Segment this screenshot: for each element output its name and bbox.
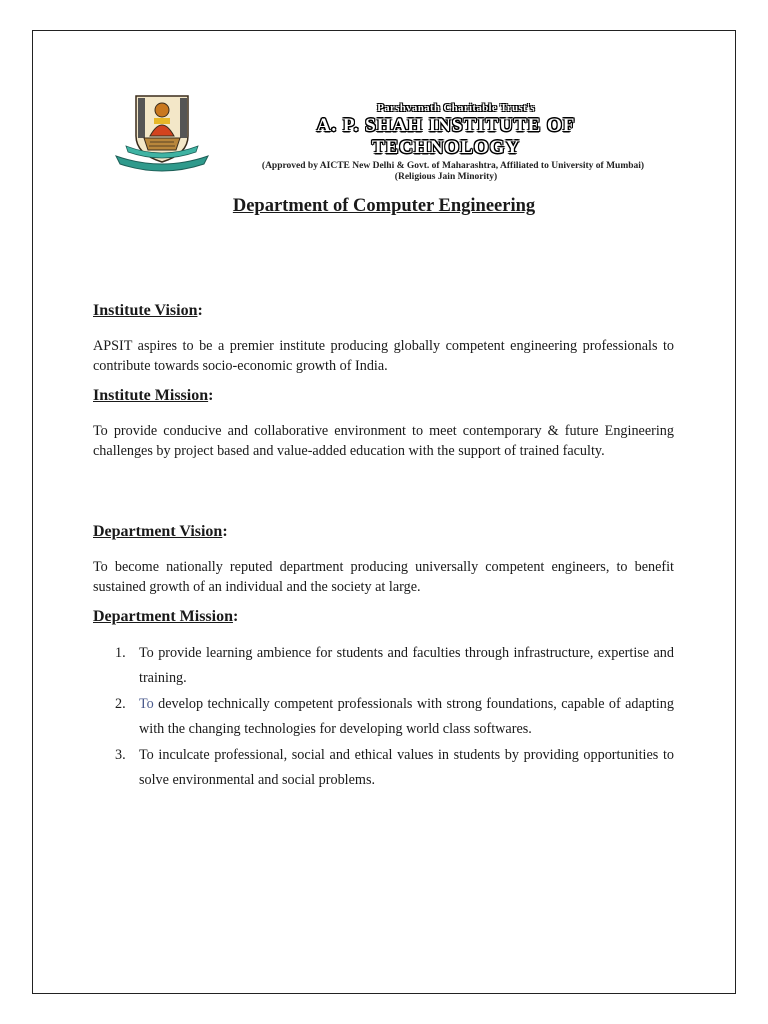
list-item-text: To inculcate professional, social and ethical values in students by providing opportunities to solve environmental and social problems. <box>139 747 674 788</box>
list-item-number: 2. <box>115 696 126 712</box>
institute-name: A. P. SHAH INSTITUTE OF TECHNOLOGY <box>316 115 576 158</box>
list-item <box>93 641 674 691</box>
institute-mission-heading <box>93 387 213 405</box>
list-item-prefix: To <box>139 696 154 712</box>
institute-vision-text: APSIT aspires to be a premier institute producing globally competent engineering professionals to contribute towards socio-economic growth of India. <box>93 338 674 374</box>
list-item <box>93 692 674 742</box>
list-item-text: To provide learning ambience for students and faculties through infrastructure, expertise and training. <box>139 645 674 686</box>
department-vision-heading-text: Department Vision <box>93 523 223 540</box>
institute-header <box>246 102 646 183</box>
institute-mission-heading-text: Institute Mission <box>93 387 209 404</box>
list-item <box>93 743 674 793</box>
department-mission-colon: : <box>232 608 239 625</box>
approval-line: (Approved by AICTE New Delhi & Govt. of Maharashtra, Affiliated to University of Mumbai) <box>261 161 645 171</box>
trust-name: Parshvanath Charitable Trust's <box>377 102 535 114</box>
department-mission-list <box>93 641 674 794</box>
institute-vision-heading-text: Institute Vision <box>93 302 198 319</box>
department-mission-heading <box>93 608 238 626</box>
institute-vision-colon: : <box>197 302 203 319</box>
minority-line: (Religious Jain Minority) <box>394 172 498 182</box>
institute-mission-text: To provide conducive and collaborative environment to meet contemporary & future Engineering challenges by project based and value-added education with the support of trained faculty. <box>93 423 674 459</box>
department-title: Department of Computer Engineering <box>232 196 536 216</box>
department-vision-text: To become nationally reputed department producing universally competent engineers, to benefit sustained growth of an individual and the society at large. <box>93 559 674 595</box>
list-item-number: 1. <box>115 645 126 661</box>
department-vision-colon: : <box>222 523 228 540</box>
department-mission-heading-text: Department Mission <box>93 608 233 625</box>
institute-emblem-icon <box>114 90 210 176</box>
list-item-number: 3. <box>115 747 126 763</box>
institute-mission-colon: : <box>208 387 214 404</box>
department-vision-heading <box>93 523 228 541</box>
institute-vision-heading <box>93 302 203 320</box>
list-item-text: develop technically competent professionals with strong foundations, capable of adapting with the changing technologies for developing world class softwares. <box>139 696 674 737</box>
